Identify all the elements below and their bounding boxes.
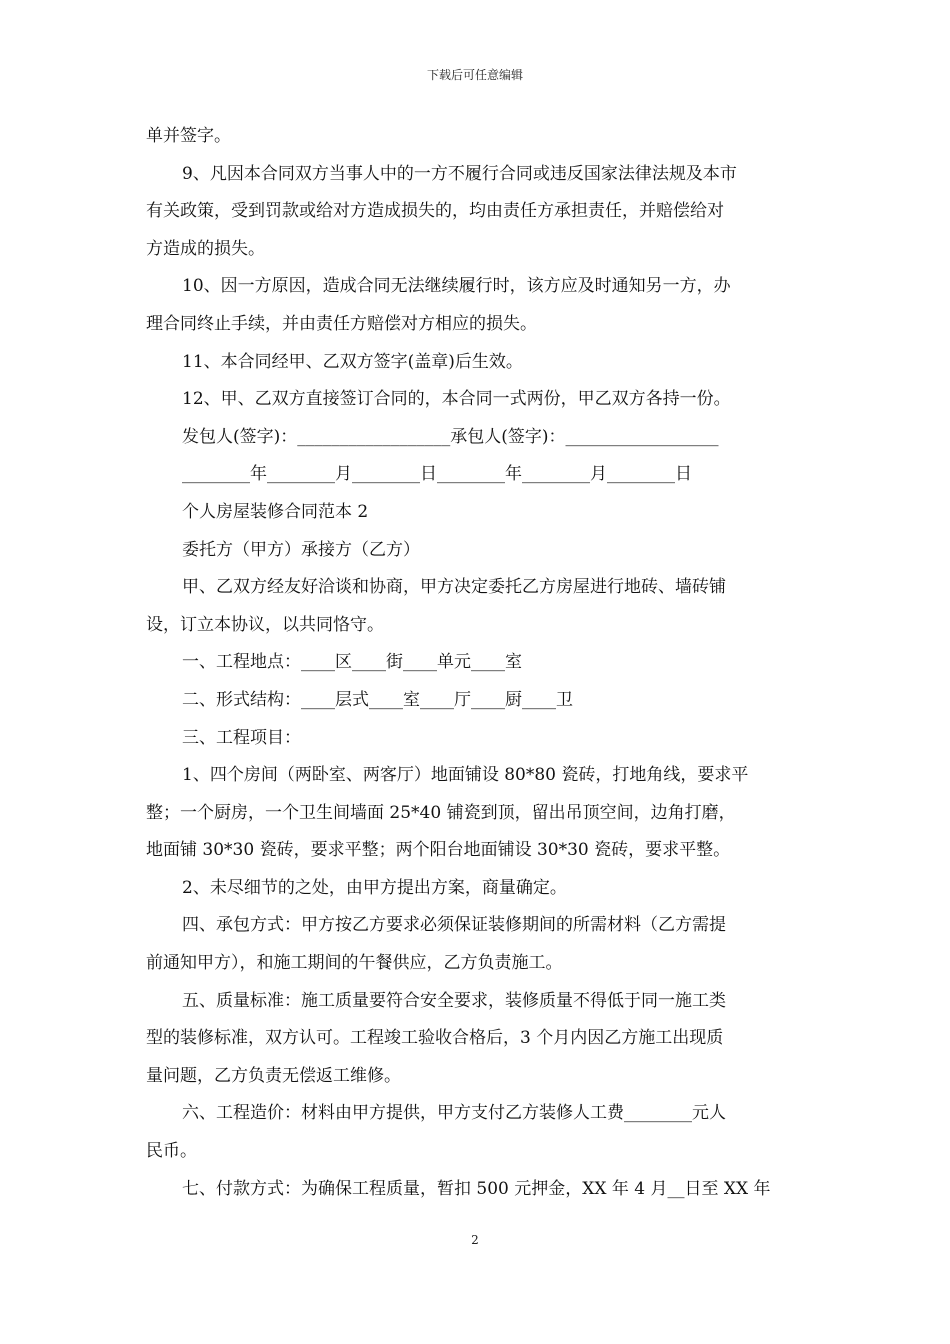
text-line: 一、工程地点：____区____街____单元____室: [182, 652, 522, 673]
text-line: 四、承包方式：甲方按乙方要求必须保证装修期间的所需材料（乙方需提: [182, 915, 726, 936]
page-header: 下载后可任意编辑: [426, 68, 523, 82]
text-line: ________年________月________日________年________月________日: [182, 464, 692, 485]
text-line: 1、四个房间（两卧室、两客厅）地面铺设 80*80 瓷砖，打地角线，要求平: [182, 765, 749, 786]
text-line: 六、工程造价：材料由甲方提供，甲方支付乙方装修人工费________元人: [182, 1103, 726, 1124]
text-line: 二、形式结构：____层式____室____厅____厨____卫: [182, 689, 573, 710]
text-line: 民币。: [146, 1141, 197, 1162]
text-line: 委托方（甲方）承接方（乙方）: [182, 539, 420, 560]
text-line: 有关政策，受到罚款或给对方造成损失的，均由责任方承担责任，并赔偿给对: [146, 201, 724, 222]
text-line: 前通知甲方），和施工期间的午餐供应，乙方负责施工。: [146, 953, 563, 974]
text-line: 个人房屋装修合同范本 2: [182, 501, 369, 522]
text-line: 地面铺 30*30 瓷砖，要求平整；两个阳台地面铺设 30*30 瓷砖，要求平整。: [146, 840, 731, 861]
text-line: 五、质量标准：施工质量要符合安全要求，装修质量不得低于同一施工类: [182, 990, 726, 1011]
text-line: 三、工程项目：: [182, 727, 301, 748]
text-line: 整；一个厨房，一个卫生间墙面 25*40 铺瓷到顶，留出吊顶空间，边角打磨，: [146, 802, 736, 823]
text-line: 方造成的损失。: [146, 238, 265, 259]
text-line: 9、凡因本合同双方当事人中的一方不履行合同或违反国家法律法规及本市: [182, 163, 737, 184]
text-line: 2、未尽细节的之处，由甲方提出方案，商量确定。: [182, 877, 567, 898]
document-body: [146, 118, 806, 1208]
text-line: 七、付款方式：为确保工程质量，暂扣 500 元押金，XX 年 4 月__日至 XX 年: [182, 1178, 771, 1199]
text-line: 11、本合同经甲、乙双方签字(盖章)后生效。: [182, 351, 523, 372]
text-line: 甲、乙双方经友好洽谈和协商，甲方决定委托乙方房屋进行地砖、墙砖铺: [182, 577, 726, 598]
text-line: 量问题，乙方负责无偿返工维修。: [146, 1065, 401, 1086]
text-line: 型的装修标准，双方认可。工程竣工验收合格后，3 个月内因乙方施工出现质: [146, 1028, 724, 1049]
text-line: 12、甲、乙双方直接签订合同的，本合同一式两份，甲乙双方各持一份。: [182, 389, 731, 410]
text-line: 10、因一方原因，造成合同无法继续履行时，该方应及时通知另一方，办: [182, 276, 731, 297]
page-number: 2: [471, 1233, 479, 1247]
text-line: 发包人(签字)：__________________承包人(签字)：__________________: [182, 426, 719, 447]
text-line: 单并签字。: [146, 126, 231, 146]
text-line: 设，订立本协议，以共同恪守。: [146, 614, 384, 635]
text-line: 理合同终止手续，并由责任方赔偿对方相应的损失。: [146, 313, 537, 334]
